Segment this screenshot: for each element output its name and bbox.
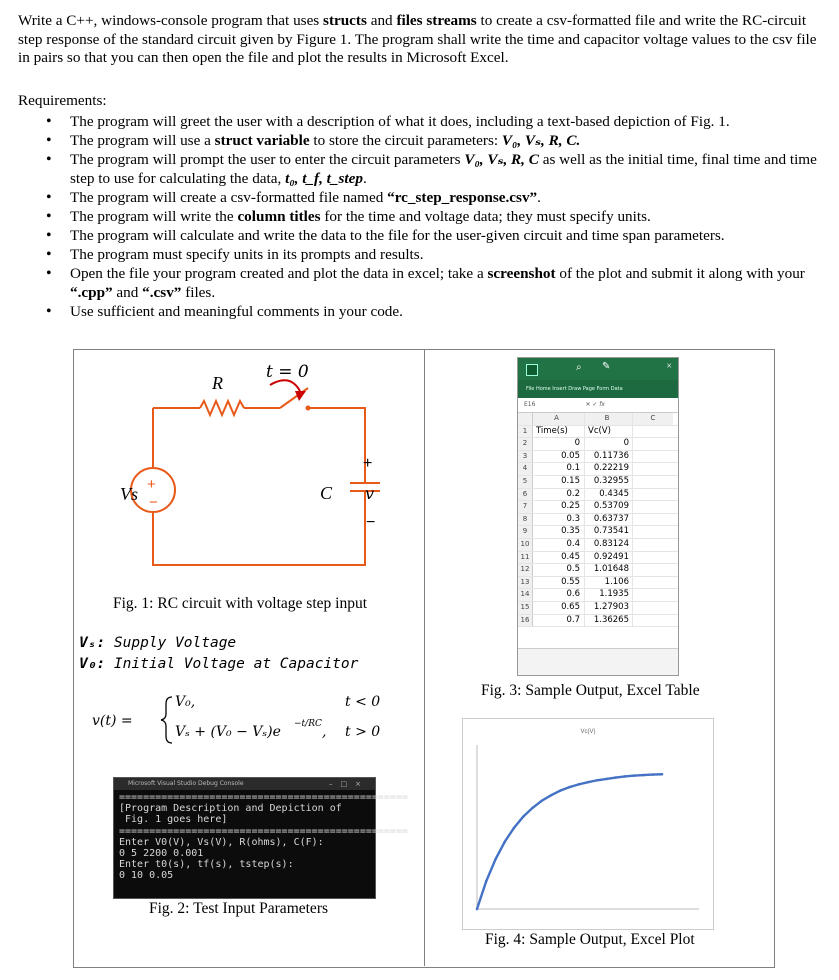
req-bold: column titles <box>237 208 321 225</box>
cell-voltage[interactable]: 0.73541 <box>585 526 633 538</box>
req-text: The program must specify units in its prompts and results. <box>70 246 424 263</box>
source-plus: + <box>147 476 156 493</box>
voltage-plus: + <box>363 455 373 472</box>
console-line: Enter V0(V), Vs(V), R(ohms), C(F): <box>119 836 324 848</box>
cell-time[interactable]: 0.15 <box>533 476 585 488</box>
console-line: Enter t0(s), tf(s), tstep(s): <box>119 859 294 871</box>
cell-time[interactable]: 0.55 <box>533 577 585 589</box>
pen-icon[interactable]: ✎ <box>602 361 611 372</box>
cell-voltage[interactable]: 0.11736 <box>585 451 633 463</box>
req-text: and <box>112 284 143 301</box>
cell-voltage[interactable]: 1.01648 <box>585 564 633 576</box>
req-vars: t₀, t_f, t_step <box>285 170 363 187</box>
cell-voltage[interactable]: 0 <box>585 438 633 450</box>
data-point <box>513 827 516 830</box>
requirement-item <box>40 245 820 264</box>
cell-voltage[interactable]: 0.63737 <box>585 514 633 526</box>
req-bold: “.csv” <box>142 284 182 301</box>
figure-divider <box>424 349 425 966</box>
cell-voltage[interactable]: 0.92491 <box>585 552 633 564</box>
data-point <box>559 789 562 792</box>
cell-voltage[interactable]: 0.83124 <box>585 539 633 551</box>
switch-contact <box>306 406 311 411</box>
excel-plot-screenshot <box>462 718 714 930</box>
req-text: Open the file your program created and plot the data in excel; take a <box>70 265 488 282</box>
req-text: of the plot and submit it along with your <box>555 265 805 282</box>
intro-text-3: to create a csv-formatted file and write the RC-circuit step response of the standard circuit given by Figure 1. The program shall write the time and capacitor voltage values to the csv file in pairs so that you can then open the file and plot the results in Microsoft Excel. <box>18 12 817 66</box>
excel-formula-bar <box>518 398 678 413</box>
cell-time[interactable]: 0.1 <box>533 463 585 475</box>
source-minus: − <box>149 494 158 511</box>
requirements-title: Requirements: <box>18 92 107 109</box>
data-point <box>577 783 580 786</box>
data-point <box>485 880 488 883</box>
cell-voltage[interactable]: 1.106 <box>585 577 633 589</box>
name-box[interactable]: E16 <box>524 401 536 408</box>
vs-definition: Vₛ: Supply Voltage <box>79 635 237 651</box>
table-row: 9 0.35 0.73541 <box>518 526 678 539</box>
data-point <box>540 799 543 802</box>
cell-time[interactable]: 0.7 <box>533 615 585 627</box>
console-line: 0 10 0.05 <box>119 870 174 882</box>
cell-voltage-header[interactable]: Vc(V) <box>585 426 633 438</box>
equation-exponent: −t/RC <box>294 719 322 729</box>
equation-case1: V₀, <box>175 694 196 710</box>
cell-voltage[interactable]: 0.53709 <box>585 501 633 513</box>
cell-time[interactable]: 0.35 <box>533 526 585 538</box>
excel-sheet-tabs <box>518 648 678 675</box>
debug-console-window <box>113 777 408 899</box>
req-text: . <box>537 189 541 206</box>
console-line: ================================================ <box>119 825 408 837</box>
resistor-icon <box>200 401 244 415</box>
cell-time[interactable]: 0.4 <box>533 539 585 551</box>
table-row: 14 0.6 1.1935 <box>518 589 678 602</box>
cell-time[interactable]: 0.3 <box>533 514 585 526</box>
resistor-label: R <box>212 373 223 393</box>
console-line: 0 5 2200 0.001 <box>119 848 204 860</box>
table-row: 12 0.5 1.01648 <box>518 564 678 577</box>
requirement-item <box>40 207 820 226</box>
req-text: The program will calculate and write the data to the file for the user-given circuit and time span parameters. <box>70 227 725 244</box>
excel-logo-icon <box>526 364 538 376</box>
req-text: as well as the initial time, final time and time step to use for calculating the data, <box>70 151 817 187</box>
table-row: 15 0.65 1.27903 <box>518 602 678 615</box>
switch-time-label: t = 0 <box>266 362 309 382</box>
column-header-row <box>518 413 678 426</box>
data-point <box>651 773 654 776</box>
capacitor-label: C <box>320 483 333 503</box>
cell-time[interactable]: 0.45 <box>533 552 585 564</box>
data-point <box>531 807 534 810</box>
data-point <box>494 858 497 861</box>
equation-case2: Vₛ + (V₀ − Vₛ)e <box>175 724 281 740</box>
data-point <box>550 794 553 797</box>
console-title: Microsoft Visual Studio Debug Console <box>128 780 244 787</box>
req-text: The program will prompt the user to enter the circuit parameters <box>70 151 465 168</box>
data-point <box>661 773 664 776</box>
data-point <box>642 774 645 777</box>
data-point <box>614 776 617 779</box>
req-text: The program will create a csv-formatted file named <box>70 189 388 206</box>
req-text: The program will use a <box>70 132 215 149</box>
console-line: [Program Description and Depiction of <box>119 803 342 815</box>
cell-time[interactable]: 0.5 <box>533 564 585 576</box>
equation-brace <box>161 697 172 743</box>
cell-voltage[interactable]: 0.32955 <box>585 476 633 488</box>
voltage-label: v <box>365 484 375 503</box>
cell-voltage[interactable]: 0.22219 <box>585 463 633 475</box>
requirement-item <box>40 226 820 245</box>
req-vars: V₀, Vₛ, R, C <box>464 151 539 168</box>
data-point <box>568 786 571 789</box>
intro-text-1: Write a C++, windows-console program that uses <box>18 12 324 29</box>
console-line: ================================================ <box>119 792 408 803</box>
wire-right-bottom <box>153 491 365 565</box>
requirement-item <box>40 302 820 321</box>
figure2-caption: Fig. 2: Test Input Parameters <box>149 900 329 917</box>
voltage-minus: − <box>366 514 376 531</box>
intro-text-2: and <box>366 12 397 29</box>
step-response-equation <box>80 688 410 748</box>
rc-circuit-diagram <box>80 355 420 595</box>
table-row: 1 Time(s) Vc(V) <box>518 426 678 439</box>
req-vars: V₀, Vₛ, R, C. <box>501 132 581 149</box>
table-row: 2 0 0 <box>518 438 678 451</box>
excel-ribbon-tabs[interactable]: File Home Insert Draw Page Form Data <box>518 380 678 398</box>
column-header-b[interactable]: B <box>585 413 633 425</box>
requirement-item <box>40 188 820 207</box>
wire-top-right <box>308 408 365 483</box>
table-row: 5 0.15 0.32955 <box>518 476 678 489</box>
requirement-item <box>40 150 820 188</box>
req-bold: “rc_step_response.csv” <box>387 189 538 206</box>
data-point <box>624 775 627 778</box>
data-point <box>476 908 479 911</box>
cell-time-header[interactable]: Time(s) <box>533 426 585 438</box>
equation-cond2: t > 0 <box>345 724 381 740</box>
console-line: Fig. 1 goes here] <box>119 814 228 826</box>
req-text: . <box>362 170 367 187</box>
cell-time[interactable]: 0.25 <box>533 501 585 513</box>
cell-time[interactable]: 0.6 <box>533 589 585 601</box>
chart-title: Vc(V) <box>580 729 596 735</box>
table-row: 8 0.3 0.63737 <box>518 514 678 527</box>
excel-grid <box>518 413 678 627</box>
console-output <box>114 790 408 884</box>
req-bold: struct variable <box>214 132 310 149</box>
vo-definition: V₀: Initial Voltage at Capacitor <box>79 656 359 672</box>
table-row: 3 0.05 0.11736 <box>518 451 678 464</box>
console-window-controls[interactable]: –□× <box>329 780 369 788</box>
figure4-caption: Fig. 4: Sample Output, Excel Plot <box>485 931 695 948</box>
table-row: 6 0.2 0.4345 <box>518 489 678 502</box>
table-row: 11 0.45 0.92491 <box>518 552 678 565</box>
req-text: for the time and voltage data; they must specify units. <box>320 208 651 225</box>
variable-definitions <box>79 633 358 675</box>
cell-voltage[interactable]: 0.4345 <box>585 489 633 501</box>
equation-case2-end: , <box>322 724 327 740</box>
column-header-c[interactable]: C <box>633 413 673 425</box>
intro-paragraph <box>18 12 826 68</box>
data-point <box>503 840 506 843</box>
fx-icon: ✕ ✓ fx <box>585 401 605 408</box>
data-point <box>596 779 599 782</box>
table-row: 13 0.55 1.106 <box>518 577 678 590</box>
table-row: 7 0.25 0.53709 <box>518 501 678 514</box>
req-bold: “.cpp” <box>70 284 113 301</box>
data-point <box>587 781 590 784</box>
data-point <box>605 778 608 781</box>
equation-lhs: v(t) = <box>92 713 133 729</box>
req-text: The program will write the <box>70 208 238 225</box>
req-text: Use sufficient and meaningful comments in your code. <box>70 303 403 320</box>
req-text: files. <box>181 284 216 301</box>
cell-time[interactable]: 0.2 <box>533 489 585 501</box>
cell-voltage[interactable]: 1.27903 <box>585 602 633 614</box>
excel-titlebar <box>518 358 678 380</box>
req-text: to store the circuit parameters: <box>309 132 502 149</box>
source-label: Vs <box>120 484 138 504</box>
excel-table-screenshot <box>517 357 679 676</box>
equation-cond1: t < 0 <box>345 694 381 710</box>
requirement-item <box>40 264 820 302</box>
cell-voltage[interactable]: 1.1935 <box>585 589 633 601</box>
table-row: 4 0.1 0.22219 <box>518 463 678 476</box>
requirements-list <box>40 112 820 321</box>
search-icon[interactable]: ⌕ <box>576 362 582 373</box>
data-point <box>633 774 636 777</box>
intro-bold-structs: structs <box>323 12 367 29</box>
cell-time[interactable]: 0.65 <box>533 602 585 614</box>
data-point <box>522 815 525 818</box>
figure3-caption: Fig. 3: Sample Output, Excel Table <box>481 682 700 699</box>
table-row: 16 0.7 1.36265 <box>518 615 678 628</box>
requirement-item <box>40 112 820 131</box>
cell-voltage[interactable]: 1.36265 <box>585 615 633 627</box>
close-icon[interactable]: × <box>666 361 672 372</box>
column-header-a[interactable]: A <box>533 413 585 425</box>
console-titlebar <box>114 778 375 790</box>
requirement-item <box>40 131 820 150</box>
cell-time[interactable]: 0 <box>533 438 585 450</box>
cell-time[interactable]: 0.05 <box>533 451 585 463</box>
figure1-caption: Fig. 1: RC circuit with voltage step input <box>113 595 368 612</box>
req-text: The program will greet the user with a description of what it does, including a text-based depiction of Fig. 1. <box>70 113 730 130</box>
table-row: 10 0.4 0.83124 <box>518 539 678 552</box>
intro-bold-files: files streams <box>396 12 477 29</box>
scatter-chart <box>463 719 713 929</box>
req-bold: screenshot <box>487 265 556 282</box>
